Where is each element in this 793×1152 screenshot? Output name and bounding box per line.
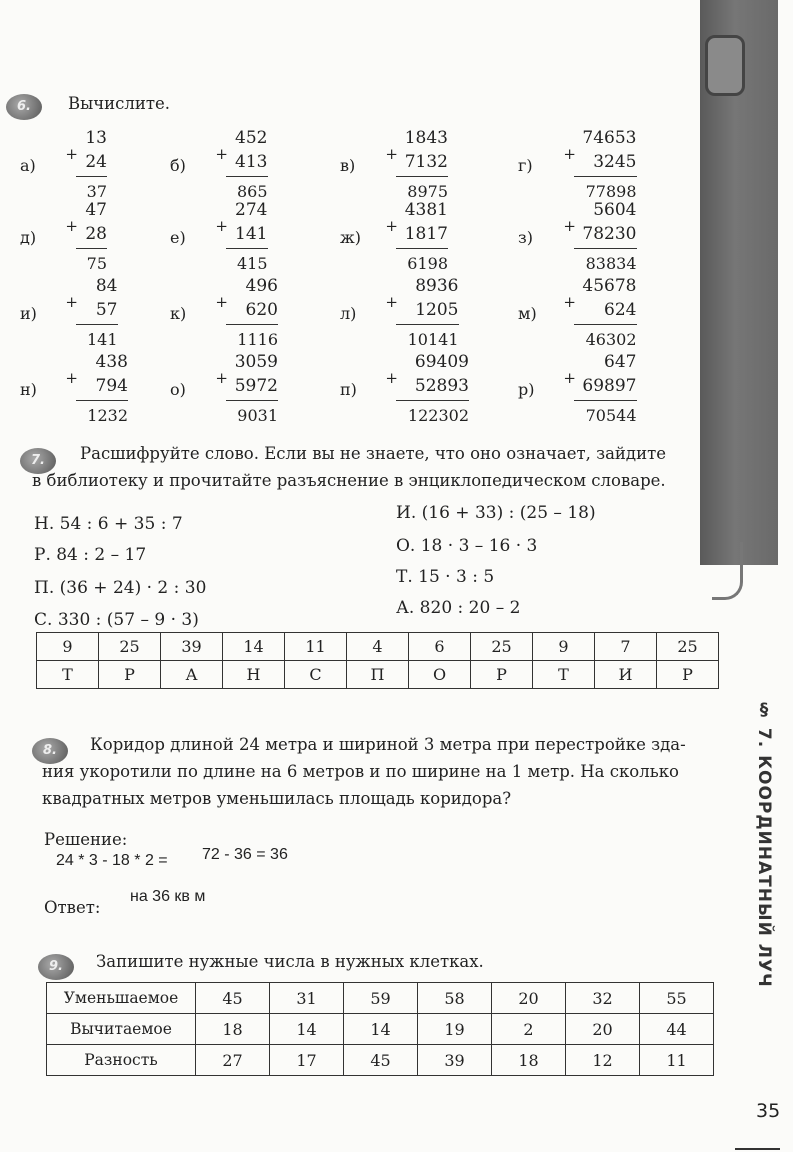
table-row [47,1014,714,1045]
addend-2: 413 [235,152,268,172]
problem-label: о) [170,380,186,399]
plus-sign: + [215,217,228,235]
table-cell: 27 [196,1045,270,1076]
cipher-letter: А [161,661,223,689]
addend-1: 8936 [415,276,459,296]
addition-problem [340,128,448,203]
table-row [47,983,714,1014]
sum-result: 37 [86,182,107,201]
cipher-number: 25 [471,633,533,661]
plus-sign: + [563,293,576,311]
answer-text: на 36 кв м [130,888,206,905]
cipher-numbers-row [37,633,719,661]
addend-1: 1843 [404,128,448,148]
addend-2: 620 [245,300,278,320]
problem-label: р) [518,380,535,399]
task8-line2: ния укоротили по длине на 6 метров и по ширине на 1 метр. На сколько [42,762,679,781]
task9-badge: 9. [38,954,74,980]
cipher-number: 11 [285,633,347,661]
table-cell: 32 [566,983,640,1014]
addition-problem [20,352,128,427]
problem-label: з) [518,228,533,247]
sum-result: 141 [86,330,118,349]
addend-1: 84 [95,276,118,296]
addend-1: 647 [604,352,637,372]
addend-2: 7132 [404,152,448,172]
addend-1: 5604 [593,200,637,220]
sum-result: 10141 [407,330,459,349]
addition-problem [340,200,448,275]
page-rule [735,1148,780,1150]
expr-left: П. (36 + 24) · 2 : 30 [34,578,207,598]
sum-result: 415 [236,254,268,273]
solution-text: 24 * 3 - 18 * 2 = [56,852,168,869]
row-label: Уменьшаемое [47,983,196,1014]
table-cell: 2 [492,1014,566,1045]
table-cell: 18 [196,1014,270,1045]
sum-result: 9031 [237,406,278,425]
addition-problem [518,200,637,275]
plus-sign: + [563,369,576,387]
row-label: Вычитаемое [47,1014,196,1045]
cipher-number: 9 [533,633,595,661]
sum-result: 8975 [407,182,448,201]
plus-sign: + [215,293,228,311]
sum-line [226,176,268,177]
expr-left: Н. 54 : 6 + 35 : 7 [34,514,183,534]
addend-1: 274 [235,200,268,220]
addition-problem [20,128,107,203]
plus-sign: + [385,369,398,387]
addition-problem [518,276,637,351]
addend-2: 794 [95,376,128,396]
subtraction-table [46,982,714,1076]
table-cell: 20 [492,983,566,1014]
table-cell: 18 [492,1045,566,1076]
expr-left: С. 330 : (57 – 9 · 3) [34,610,199,630]
task8-badge: 8. [32,738,68,764]
table-cell: 14 [344,1014,418,1045]
sum-line [396,176,448,177]
plus-sign: + [385,293,398,311]
addend-1: 74653 [582,128,637,148]
cipher-letter: П [347,661,409,689]
problem-label: в) [340,156,356,175]
plus-sign: + [385,145,398,163]
cipher-number: 25 [99,633,161,661]
table-cell: 44 [640,1014,714,1045]
addend-2: 69897 [582,376,637,396]
addition-problem [518,128,637,203]
problem-label: г) [518,156,533,175]
problem-label: е) [170,228,186,247]
table-cell: 11 [640,1045,714,1076]
problem-label: и) [20,304,37,323]
table-cell: 14 [270,1014,344,1045]
task8-line3: квадратных метров уменьшилась площадь коридора? [42,789,512,808]
addition-problem [20,276,118,351]
chapter-title: § 7. КООРДИНАТНЫЙ ЛУЧ [754,700,774,988]
sum-line [76,248,107,249]
addend-1: 452 [235,128,268,148]
addend-1: 45678 [582,276,637,296]
sum-line [76,400,128,401]
task7-title-line1: Расшифруйте слово. Если вы не знаете, что оно означает, зайдите [80,444,666,463]
expr-right: И. (16 + 33) : (25 – 18) [396,503,596,523]
sum-result: 122302 [407,406,469,425]
sum-line [226,324,278,325]
cipher-table [36,632,719,689]
addend-1: 438 [95,352,128,372]
table-cell: 12 [566,1045,640,1076]
sum-line [574,176,637,177]
answer-label: Ответ: [44,898,101,917]
addend-2: 141 [235,224,268,244]
cipher-letter: Р [99,661,161,689]
table-cell: 19 [418,1014,492,1045]
problem-label: д) [20,228,37,247]
addend-2: 5972 [234,376,278,396]
table-cell: 45 [344,1045,418,1076]
expr-right: Т. 15 · 3 : 5 [396,567,495,587]
table-cell: 20 [566,1014,640,1045]
sum-result: 46302 [585,330,637,349]
cipher-number: 25 [657,633,719,661]
expr-right: А. 820 : 20 – 2 [396,598,521,618]
problem-label: б) [170,156,186,175]
row-label: Разность [47,1045,196,1076]
addend-1: 4381 [404,200,448,220]
table-cell: 17 [270,1045,344,1076]
sum-result: 70544 [585,406,637,425]
table-cell: 31 [270,983,344,1014]
sum-line [574,248,637,249]
expr-left: Р. 84 : 2 – 17 [34,545,147,565]
page-number: 35 [756,1100,781,1122]
plus-sign: + [385,217,398,235]
task7-title-line2: в библиотеку и прочитайте разъяснение в энциклопедическом словаре. [32,471,666,490]
table-row [47,1045,714,1076]
cipher-letter: О [409,661,471,689]
plus-sign: + [65,293,78,311]
addend-2: 78230 [582,224,637,244]
table-cell: 59 [344,983,418,1014]
sum-result: 75 [86,254,107,273]
addition-problem [340,276,459,351]
sum-line [76,176,107,177]
cipher-number: 7 [595,633,657,661]
addend-2: 52893 [414,376,469,396]
cipher-letter: С [285,661,347,689]
cipher-letter: Т [37,661,99,689]
problem-label: к) [170,304,187,323]
sum-line [396,248,448,249]
sum-line [76,324,118,325]
table-cell: 55 [640,983,714,1014]
sum-result: 1116 [237,330,278,349]
addend-2: 24 [85,152,107,172]
solution-label: Решение: [44,830,128,849]
sum-line [226,248,268,249]
tab-notch-top [705,35,745,96]
addition-problem [518,352,637,427]
addend-2: 1817 [404,224,448,244]
task6-badge: 6. [6,94,42,120]
problem-label: п) [340,380,357,399]
task9-title: Запишите нужные числа в нужных клетках. [96,952,484,971]
cipher-letter: Р [471,661,533,689]
sum-line [574,324,637,325]
problem-label: л) [340,304,357,323]
addend-1: 47 [85,200,107,220]
cipher-letters-row [37,661,719,689]
cipher-number: 39 [161,633,223,661]
sum-result: 865 [236,182,268,201]
sum-line [574,400,637,401]
plus-sign: + [563,145,576,163]
addition-problem [170,352,278,427]
cipher-number: 9 [37,633,99,661]
plus-sign: + [215,369,228,387]
table-cell: 58 [418,983,492,1014]
sum-line [396,324,459,325]
addend-1: 69409 [414,352,469,372]
solution-result: 72 - 36 = 36 [202,846,288,863]
addition-problem [340,352,469,427]
plus-sign: + [65,145,78,163]
addition-problem [170,128,268,203]
cipher-number: 4 [347,633,409,661]
sum-line [396,400,469,401]
table-cell: 39 [418,1045,492,1076]
task6-title: Вычислите. [68,94,171,113]
cipher-letter: Р [657,661,719,689]
cipher-number: 14 [223,633,285,661]
addend-2: 3245 [593,152,637,172]
plus-sign: + [215,145,228,163]
addend-2: 28 [85,224,107,244]
addition-problem [20,200,107,275]
sum-result: 1232 [87,406,128,425]
cipher-number: 6 [409,633,471,661]
problem-label: а) [20,156,36,175]
cipher-letter: И [595,661,657,689]
sum-result: 83834 [585,254,637,273]
cipher-letter: Т [533,661,595,689]
sum-line [226,400,278,401]
addend-2: 624 [604,300,637,320]
addend-1: 13 [85,128,107,148]
table-cell: 45 [196,983,270,1014]
tab-notch-bottom [712,542,743,600]
problem-label: ж) [340,228,361,247]
expr-right: О. 18 · 3 – 16 · 3 [396,536,538,556]
plus-sign: + [563,217,576,235]
task7-badge: 7. [20,448,56,474]
task8-line1: Коридор длиной 24 метра и шириной 3 метра при перестройке зда- [90,735,686,754]
addition-problem [170,200,268,275]
sum-result: 77898 [585,182,637,201]
sum-result: 6198 [407,254,448,273]
plus-sign: + [65,369,78,387]
addition-problem [170,276,278,351]
problem-label: н) [20,380,37,399]
problem-label: м) [518,304,537,323]
cipher-letter: Н [223,661,285,689]
addend-2: 1205 [415,300,459,320]
addend-1: 3059 [234,352,278,372]
addend-1: 496 [245,276,278,296]
plus-sign: + [65,217,78,235]
addend-2: 57 [95,300,118,320]
